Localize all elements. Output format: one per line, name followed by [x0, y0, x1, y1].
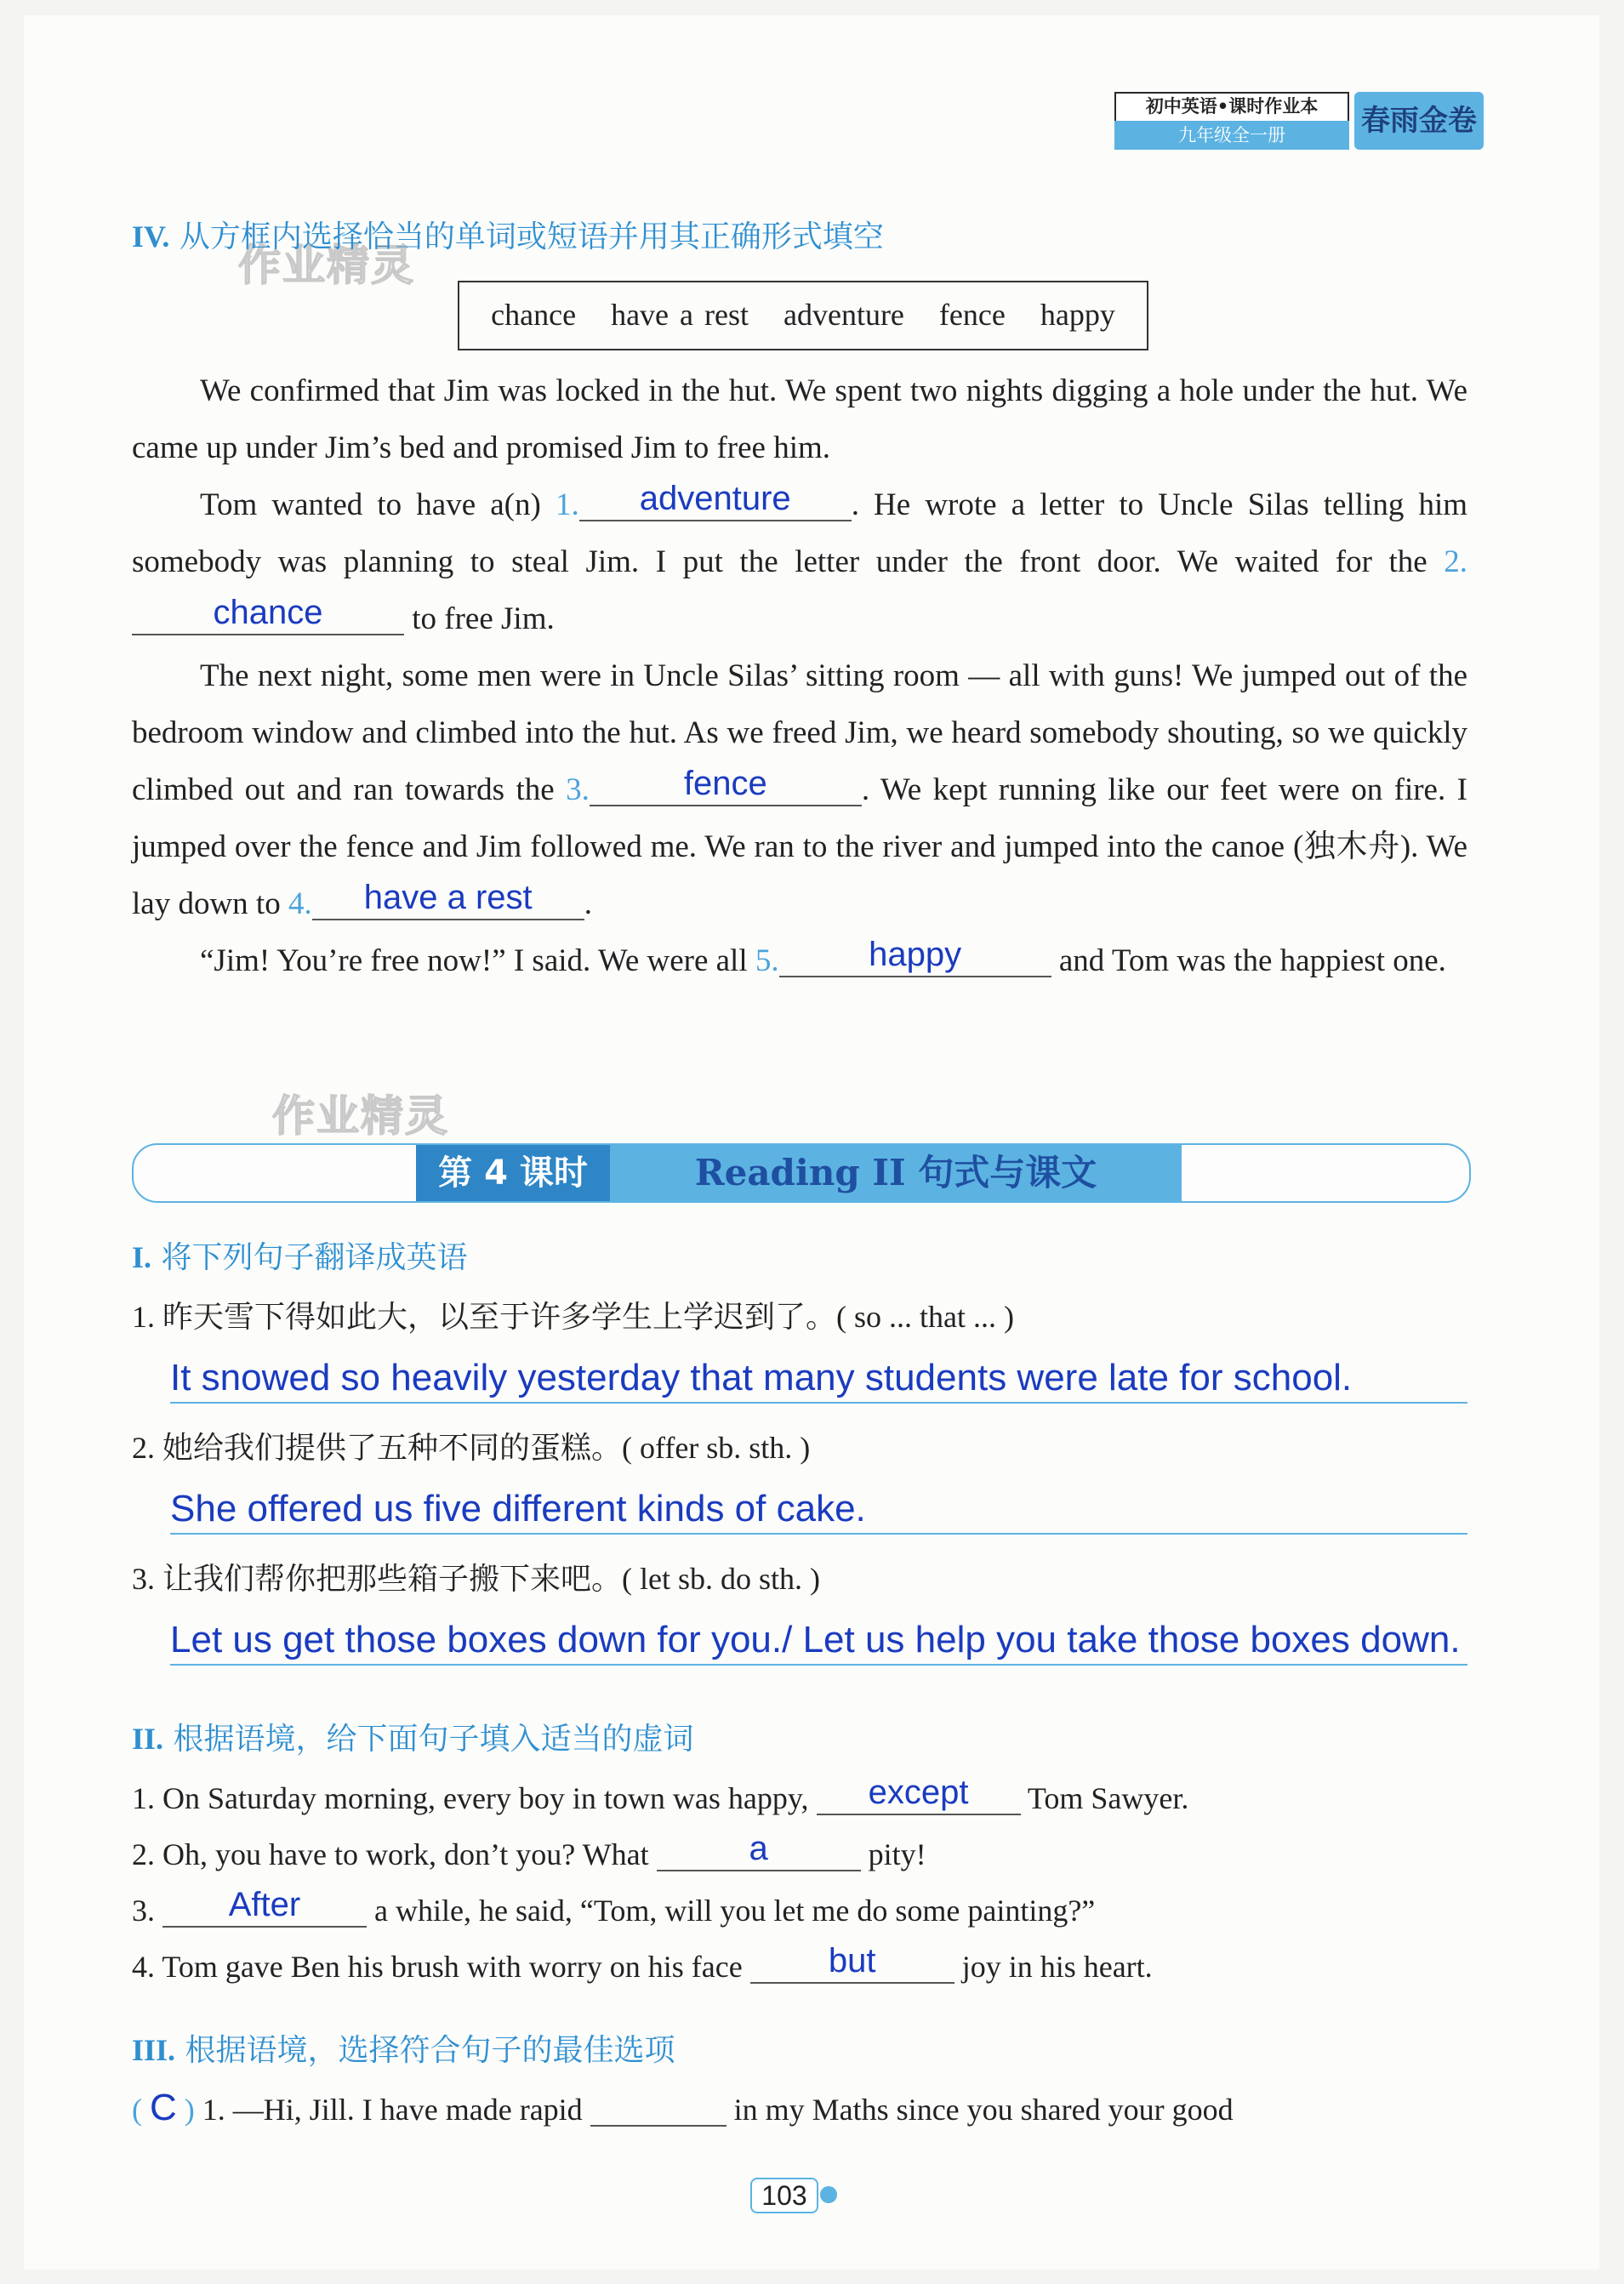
translation-answer[interactable]: She offered us five different kinds of cake.: [170, 1485, 1467, 1535]
blank-number: 3.: [566, 772, 590, 807]
answer-text: but: [828, 1942, 876, 1979]
page-dot-icon: [820, 2186, 837, 2203]
blank-number: 5.: [755, 943, 779, 978]
answer-blank[interactable]: [590, 2091, 727, 2127]
lesson-banner: [132, 1143, 1471, 1203]
section-i-title: 将下列句子翻译成英语: [161, 1240, 468, 1275]
passage-paragraph: Tom wanted to have a(n) 1. adventure . He wrote a letter to Uncle Silas telling him somebody was planning to steal Jim. I put the letter under the front door. We waited for the 2. chance to free Jim.: [132, 480, 1468, 636]
answer-text: After: [228, 1886, 301, 1923]
section-ii-number: II.: [132, 1722, 164, 1756]
watermark: 作业精灵: [238, 241, 415, 290]
translation-question: 3. 让我们帮你把那些箱子搬下来吧。( let sb. do sth. ): [132, 1562, 820, 1596]
section-iv-number: IV.: [132, 219, 170, 253]
blank-number: 4.: [288, 886, 312, 921]
section-i-number: I.: [132, 1240, 152, 1274]
section-ii-title: 根据语境，给下面句子填入适当的虚词: [173, 1722, 694, 1757]
page-number: [750, 2178, 844, 2213]
watermark: 作业精灵: [272, 1091, 449, 1141]
word-box: [458, 281, 1148, 350]
section-iv-title: 从方框内选择恰当的单词或短语并用其正确形式填空: [179, 219, 884, 254]
fill-question: 2. Oh, you have to work, don’t you? What a pity!: [132, 1830, 926, 1871]
page-number-text: 103: [750, 2178, 818, 2213]
answer-blank[interactable]: [590, 765, 862, 806]
word-box-item: have a rest: [611, 298, 749, 332]
section-ii-heading: [132, 1720, 694, 1758]
section-iii-title: 根据语境，选择符合句子的最佳选项: [185, 2033, 675, 2068]
answer-text: fence: [683, 765, 767, 802]
answer-blank[interactable]: [132, 594, 404, 635]
word-box-item: fence: [938, 298, 1006, 332]
section-iii-heading: [132, 2031, 675, 2070]
passage: [132, 362, 1467, 989]
choice-question: ( C ) 1. —Hi, Jill. I have made rapid in my Maths since you shared your good: [132, 2087, 1234, 2128]
passage-paragraph: “Jim! You’re free now!” I said. We were all 5. happy and Tom was the happiest one.: [200, 936, 1446, 978]
fill-question: 1. On Saturday morning, every boy in town was happy, except Tom Sawyer.: [132, 1774, 1189, 1815]
series-label: 初中英语•课时作业本: [1114, 92, 1349, 122]
answer-paren-close: ): [176, 2093, 195, 2127]
answer-text: happy: [869, 936, 962, 973]
book-badge: [1114, 92, 1484, 150]
choice-answer[interactable]: C: [150, 2087, 177, 2128]
blank-number: 2.: [1444, 544, 1467, 579]
blank-number: 1.: [555, 487, 579, 522]
answer-blank[interactable]: [579, 480, 852, 521]
word-box-item: happy: [1040, 298, 1115, 332]
answer-blank[interactable]: [779, 936, 1051, 977]
page: [24, 15, 1599, 2270]
section-iii-number: III.: [132, 2033, 176, 2067]
fill-question: 4. Tom gave Ben his brush with worry on his face but joy in his heart.: [132, 1942, 1153, 1984]
answer-blank[interactable]: [312, 879, 584, 920]
translation-answer[interactable]: Let us get those boxes down for you./ Let us help you take those boxes down.: [170, 1616, 1467, 1666]
answer-text: except: [868, 1774, 969, 1811]
section-i-heading: [132, 1239, 467, 1277]
grade-label: 九年级全一册: [1114, 121, 1349, 150]
publisher-logo: 春雨金卷: [1354, 92, 1484, 150]
answer-blank[interactable]: [817, 1774, 1021, 1815]
passage-paragraph: We confirmed that Jim was locked in the hut. We spent two nights digging a hole under the hut. We came up under Jim’s bed and promised Jim to free him.: [132, 373, 1467, 465]
answer-text: chance: [213, 594, 323, 631]
section-iv-heading: [132, 218, 884, 256]
passage-paragraph: The next night, some men were in Uncle Silas’ sitting room — all with guns! We jumped out of the bedroom window and climbed into the hut. As we freed Jim, we heard somebody shouting, so we quickly climbed out and ran towards the 3. fence . We kept running like our feet were on fire. I jumped over the fence and Jim followed me. We ran to the river and jumped into the canoe (独木舟). We lay down to 4. have a rest .: [132, 658, 1467, 921]
word-box-item: adventure: [783, 298, 904, 332]
answer-paren-open: (: [132, 2093, 150, 2127]
answer-blank[interactable]: [657, 1830, 861, 1871]
lesson-title: Reading II 句式与课文: [610, 1145, 1182, 1201]
lesson-label: 第 4 课时: [416, 1145, 610, 1201]
answer-text: have a rest: [363, 879, 533, 916]
word-box-item: chance: [491, 298, 577, 332]
translation-question: 1. 昨天雪下得如此大，以至于许多学生上学迟到了。( so ... that ... ): [132, 1300, 1014, 1334]
answer-blank[interactable]: [750, 1942, 954, 1984]
fill-question: 3. After a while, he said, “Tom, will you let me do some painting?”: [132, 1886, 1096, 1928]
answer-blank[interactable]: [162, 1886, 367, 1928]
answer-text: a: [749, 1830, 768, 1867]
translation-question: 2. 她给我们提供了五种不同的蛋糕。( offer sb. sth. ): [132, 1431, 811, 1465]
translation-answer[interactable]: It snowed so heavily yesterday that many students were late for school.: [170, 1354, 1467, 1404]
answer-text: adventure: [639, 480, 791, 517]
